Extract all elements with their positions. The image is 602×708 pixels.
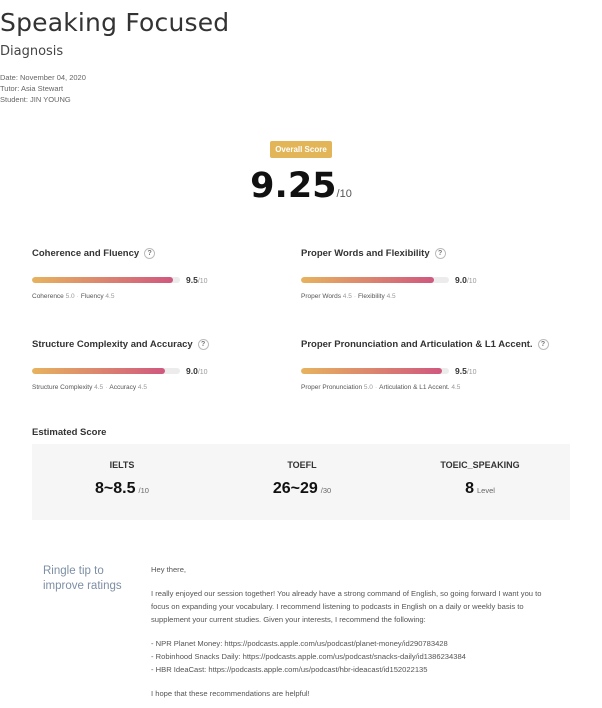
overall-score-value: 9.25 (250, 166, 337, 206)
score-bar (32, 277, 180, 283)
session-date: Date: November 04, 2020 (0, 73, 86, 82)
overall-score (0, 166, 602, 206)
estimate-unit: Level (476, 486, 495, 495)
overall-score-badge: Overall Score (270, 141, 332, 158)
category-coherence-fluency (32, 248, 282, 300)
tip-heading: Ringle tip to improve ratings (43, 565, 122, 592)
category-words-flexibility (301, 248, 551, 300)
score-bar (32, 368, 180, 374)
category-pronunciation-accent (301, 339, 581, 391)
category-score: 9.5/10 (186, 275, 208, 285)
tutor-name: Tutor: Asia Stewart (0, 84, 64, 93)
category-breakdown: Coherence 5.0 · Fluency 4.5 (32, 293, 115, 300)
student-name: Student: JIN YOUNG (0, 95, 71, 104)
score-bar (301, 368, 449, 374)
estimate-name: IELTS (109, 460, 135, 470)
category-score: 9.0/10 (186, 366, 208, 376)
estimate-unit: /30 (320, 486, 332, 495)
category-breakdown: Proper Words 4.5 · Flexibility 4.5 (301, 293, 396, 300)
estimate-value: 8~8.5 (95, 480, 136, 497)
estimate-toefl (232, 460, 372, 498)
page-title: Speaking Focused (0, 8, 230, 37)
category-title: Proper Words and Flexibility (301, 248, 430, 259)
podcast-link[interactable]: - Robinhood Snacks Daily: https://podcasts.apple.com/us/podcast/snacks-daily/id1386234384 (151, 652, 466, 661)
help-icon[interactable]: ? (144, 248, 155, 259)
score-bar (301, 277, 449, 283)
category-title: Proper Pronunciation and Articulation & L1 Accent. (301, 339, 533, 350)
estimate-name: TOEFL (287, 460, 317, 470)
help-icon[interactable]: ? (435, 248, 446, 259)
estimate-toeic-speaking (410, 460, 550, 498)
estimate-value: 26~29 (272, 480, 318, 497)
podcast-link[interactable]: - HBR IdeaCast: https://podcasts.apple.com/us/podcast/hbr-ideacast/id152022135 (151, 665, 428, 674)
tutor-message (151, 563, 551, 700)
estimate-value: 8 (465, 480, 474, 497)
page-subtitle: Diagnosis (0, 44, 64, 59)
estimate-name: TOEIC_SPEAKING (440, 460, 520, 470)
message-greeting: Hey there, (151, 565, 187, 574)
category-structure-accuracy (32, 339, 282, 391)
estimate-unit: /10 (138, 486, 149, 495)
score-bar-fill (32, 368, 165, 374)
category-score: 9.5/10 (455, 366, 477, 376)
category-score: 9.0/10 (455, 275, 477, 285)
estimate-ielts (52, 460, 192, 498)
podcast-link[interactable]: - NPR Planet Money: https://podcasts.apple.com/us/podcast/planet-money/id290783428 (151, 639, 448, 648)
overall-score-max: /10 (336, 188, 352, 200)
estimated-score-title: Estimated Score (32, 427, 107, 438)
score-bar-fill (301, 368, 442, 374)
category-title: Coherence and Fluency (32, 248, 140, 259)
help-icon[interactable]: ? (538, 339, 549, 350)
help-icon[interactable]: ? (198, 339, 209, 350)
score-bar-fill (301, 277, 434, 283)
category-breakdown: Proper Pronunciation 5.0 · Articulation & L1 Accent. 4.5 (301, 384, 461, 391)
score-bar-fill (32, 277, 173, 283)
message-closing: I hope that these recommendations are helpful! (151, 689, 310, 698)
estimated-score-panel (32, 444, 570, 520)
category-title: Structure Complexity and Accuracy (32, 339, 193, 350)
message-paragraph: I really enjoyed our session together! You already have a strong command of English, so going forward I want you to focus on expanding your vocabulary. I recommend listening to podcasts in English on a daily or weekly basis to supplement your current studies. Given your interests, I recommend the following: (151, 589, 542, 624)
category-breakdown: Structure Complexity 4.5 · Accuracy 4.5 (32, 384, 147, 391)
